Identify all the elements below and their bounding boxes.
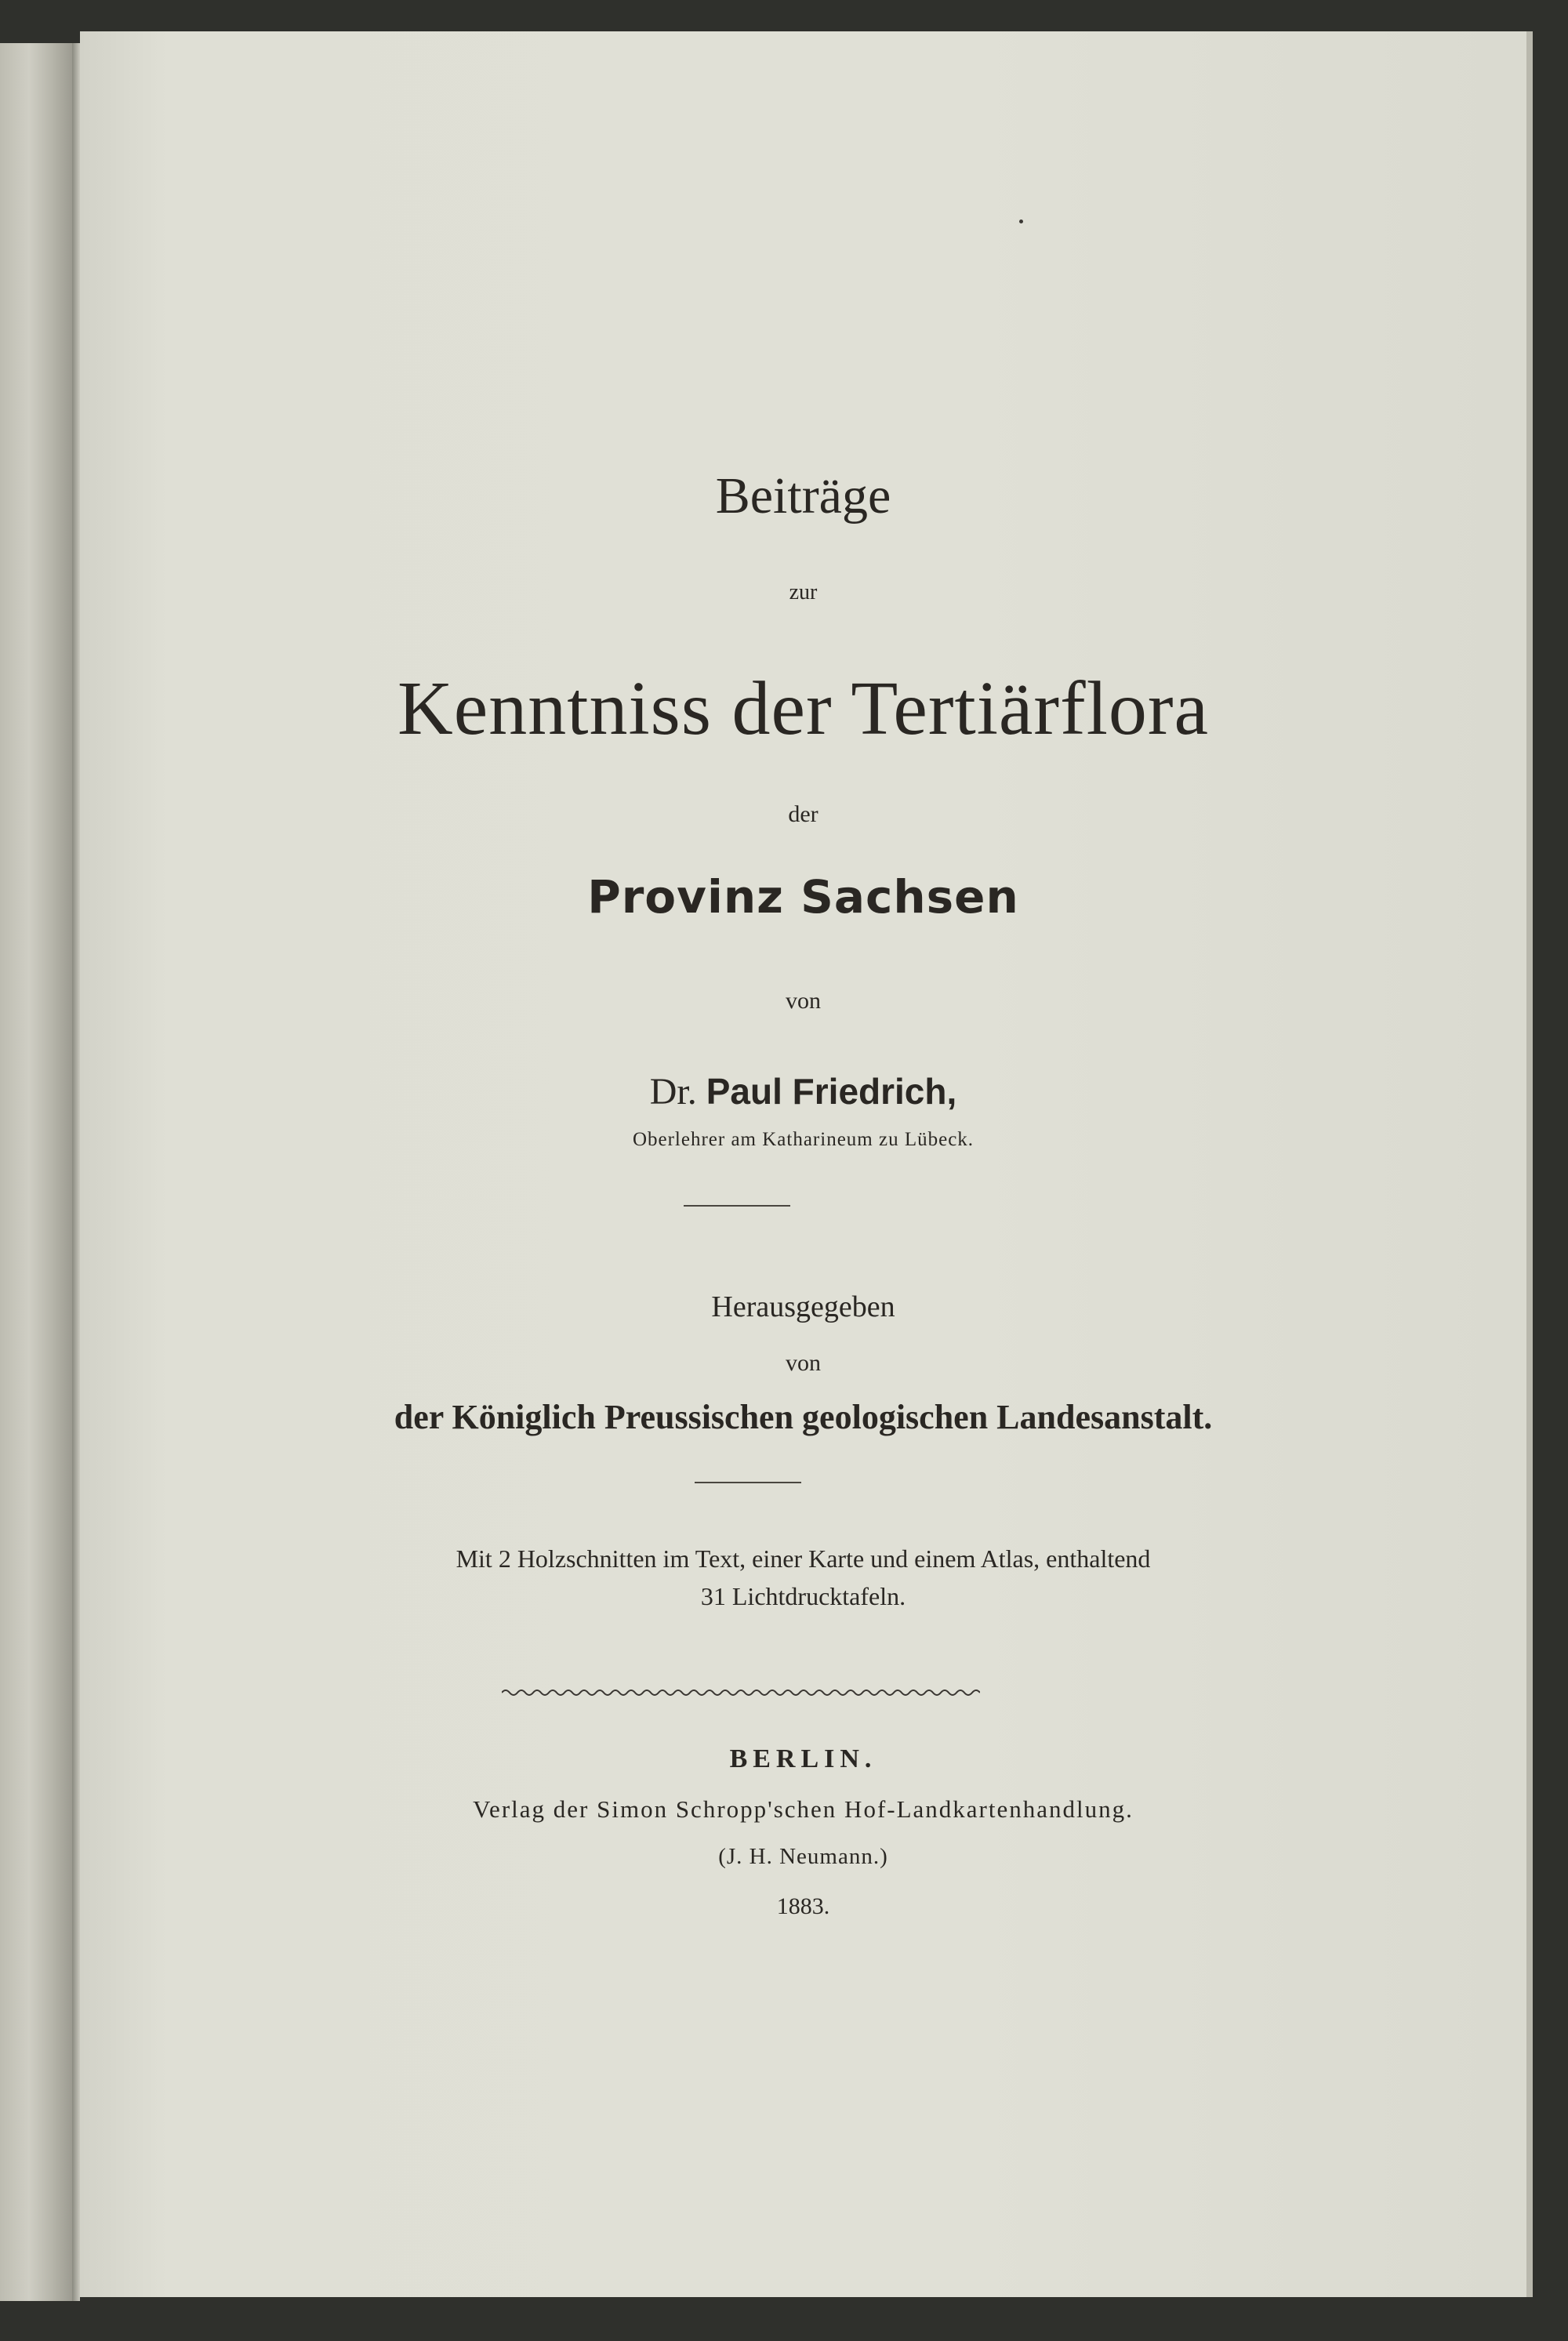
page-right-edge: [1526, 31, 1533, 2297]
imprint-publisher-owner: (J. H. Neumann.): [718, 1844, 888, 1869]
author-name: Paul Friedrich,: [706, 1071, 957, 1112]
contents-note-line1: Mit 2 Holzschnitten im Text, einer Karte und einem Atlas, enthaltend: [456, 1544, 1151, 1573]
editor-institution: der Königlich Preussischen geologischen Landesanstalt.: [394, 1398, 1213, 1436]
title-line-der: der: [788, 801, 818, 827]
divider-rule: [695, 1482, 801, 1483]
editor-von: von: [786, 1350, 821, 1376]
editor-heading: Herausgegeben: [711, 1290, 895, 1323]
title-line-beitraege: Beiträge: [715, 467, 891, 524]
page-speck: [1019, 220, 1023, 223]
imprint-city: BERLIN.: [729, 1744, 877, 1773]
imprint-publisher: Verlag der Simon Schropp'schen Hof-Landkartenhandlung.: [473, 1795, 1134, 1823]
imprint-year: 1883.: [776, 1893, 830, 1919]
main-title: Kenntniss der Tertiärflora: [397, 666, 1210, 751]
divider-rule: [684, 1205, 790, 1207]
title-line-zur: zur: [789, 580, 818, 604]
book-gutter: [72, 43, 80, 2301]
title-page: [80, 31, 1526, 2297]
author-affiliation: Oberlehrer am Katharineum zu Lübeck.: [632, 1129, 975, 1150]
previous-page-edge: [0, 43, 72, 2301]
wavy-ornament-rule: [502, 1687, 980, 1698]
title-line-provinz: Provinz Sachsen: [587, 870, 1019, 924]
author-line: [80, 1070, 1526, 1113]
contents-note-line2: 31 Lichtdrucktafeln.: [700, 1582, 906, 1610]
title-line-von: von: [786, 988, 821, 1014]
author-prefix: Dr.: [649, 1071, 697, 1112]
